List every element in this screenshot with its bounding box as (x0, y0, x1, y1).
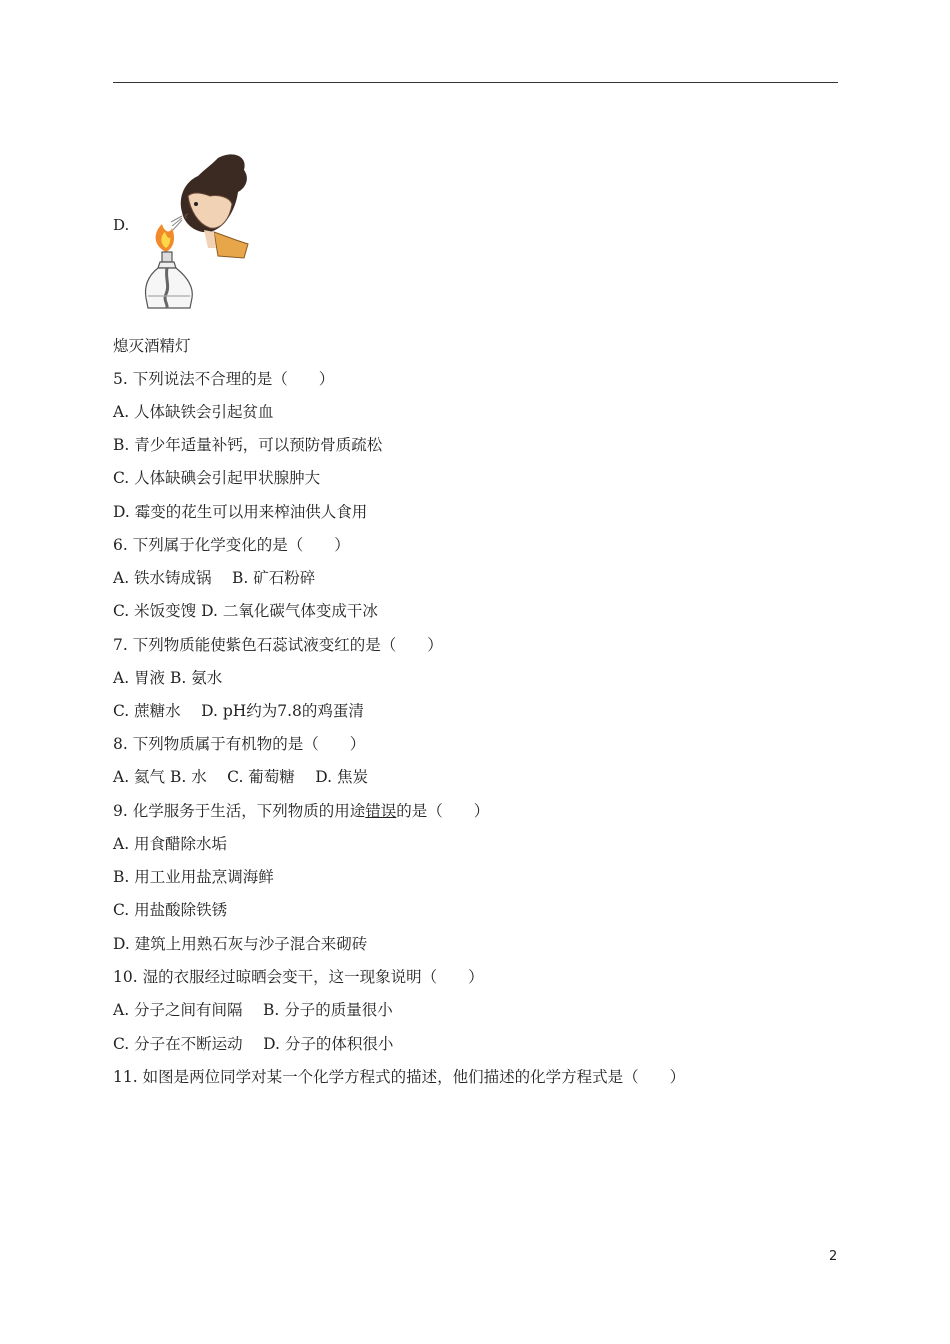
illustration-caption: 熄灭酒精灯 (113, 337, 191, 355)
question-9-stem-underlined: 错误 (365, 802, 397, 820)
header-rule (113, 82, 838, 83)
question-9-option-b: B. 用工业用盐烹调海鲜 (113, 868, 274, 886)
question-9-stem-after: 的是（ ） (396, 802, 490, 820)
page-number: 2 (829, 1249, 838, 1264)
question-5-stem: 5. 下列说法不合理的是（ ） (113, 370, 335, 388)
question-6-stem: 6. 下列属于化学变化的是（ ） (113, 536, 350, 554)
breath-lines (171, 216, 182, 230)
question-8-options: A. 氦气 B. 水 C. 葡萄糖 D. 焦炭 (113, 768, 368, 786)
question-5-option-b: B. 青少年适量补钙，可以预防骨质疏松 (113, 436, 383, 454)
question-11-stem: 11. 如图是两位同学对某一个化学方程式的描述，他们描述的化学方程式是（ ） (113, 1068, 686, 1086)
question-8-stem: 8. 下列物质属于有机物的是（ ） (113, 735, 366, 753)
question-6-options-ab: A. 铁水铸成锅 B. 矿石粉碎 (113, 569, 316, 587)
question-10-stem: 10. 湿的衣服经过晾晒会变干，这一现象说明（ ） (113, 968, 484, 986)
question-9-stem (113, 801, 489, 821)
question-10-options-ab: A. 分子之间有间隔 B. 分子的质量很小 (113, 1001, 393, 1019)
question-5-option-a: A. 人体缺铁会引起贫血 (113, 403, 274, 421)
question-5-option-c: C. 人体缺碘会引起甲状腺肿大 (113, 469, 321, 487)
question-6-options-cd: C. 米饭变馊 D. 二氧化碳气体变成干冰 (113, 602, 378, 620)
question-7-stem: 7. 下列物质能使紫色石蕊试液变红的是（ ） (113, 636, 443, 654)
question-10-options-cd: C. 分子在不断运动 D. 分子的体积很小 (113, 1035, 394, 1053)
option-d-label: D. (113, 216, 130, 234)
question-9-option-a: A. 用食醋除水垢 (113, 835, 228, 853)
question-7-options-ab: A. 胃液 B. 氨水 (113, 669, 223, 687)
girl-figure (181, 154, 248, 258)
alcohol-lamp (146, 252, 193, 308)
question-5-option-d: D. 霉变的花生可以用来榨油供人食用 (113, 503, 368, 521)
question-9-stem-before: 9. 化学服务于生活，下列物质的用途 (113, 802, 366, 820)
flame (156, 224, 174, 252)
question-9-option-d: D. 建筑上用熟石灰与沙子混合来砌砖 (113, 935, 368, 953)
question-7-options-cd: C. 蔗糖水 D. pH约为7.8的鸡蛋清 (113, 702, 364, 720)
question-9-option-c: C. 用盐酸除铁锈 (113, 901, 228, 919)
alcohol-lamp-illustration (138, 148, 256, 316)
